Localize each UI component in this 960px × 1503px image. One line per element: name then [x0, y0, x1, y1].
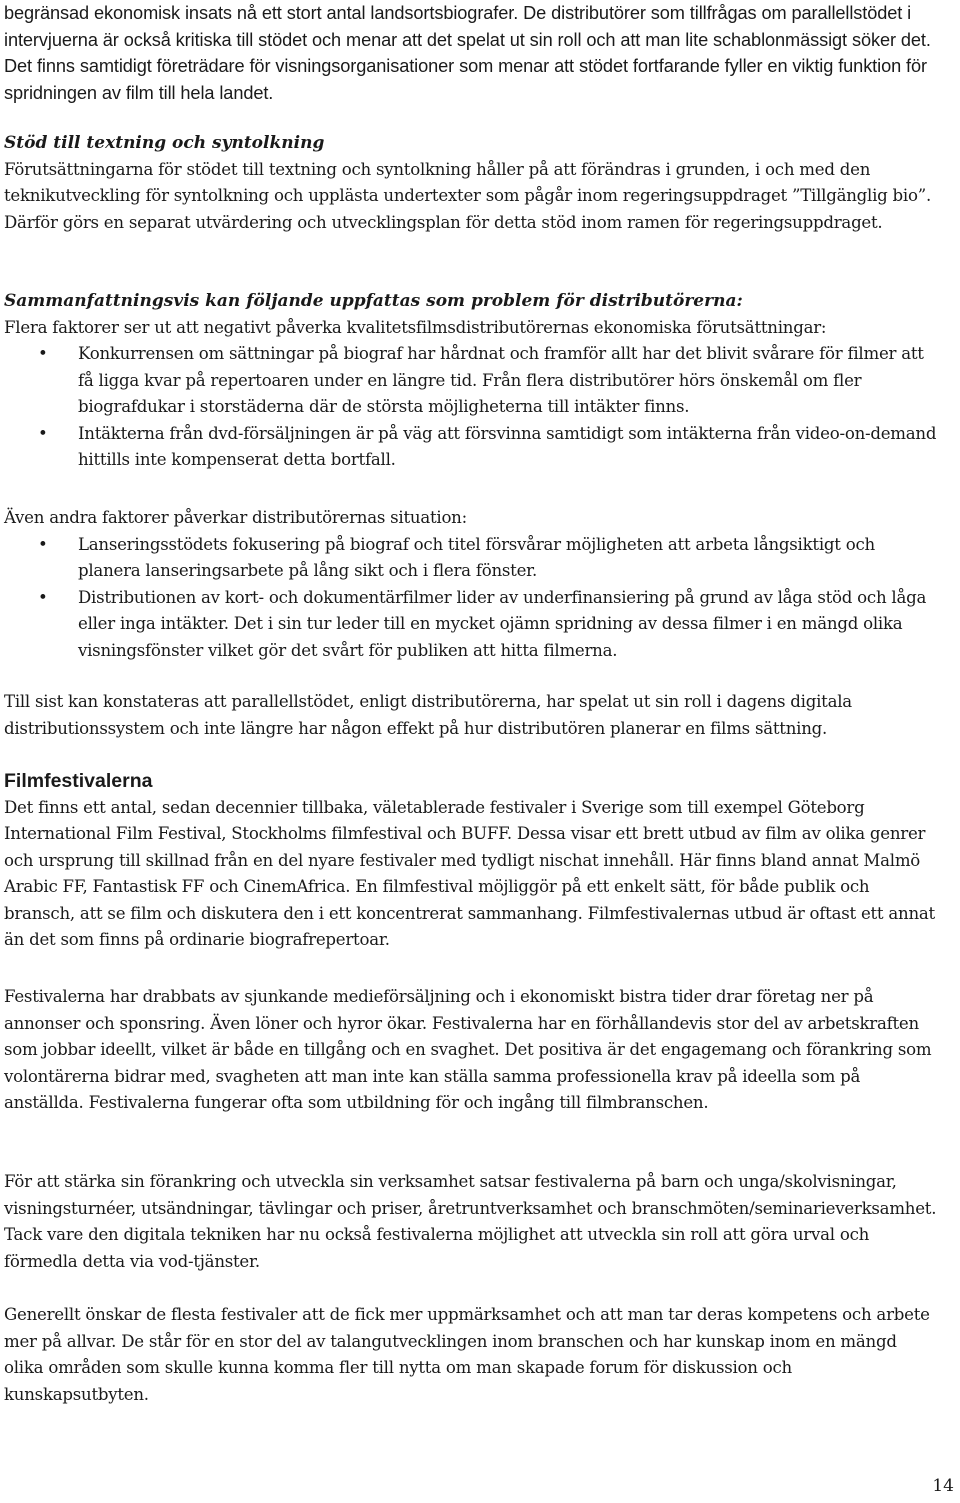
festival-paragraph-1: Det finns ett antal, sedan decennier tillbaka, väletablerade festivaler i Sverige som till exempel Göteborg International Film Festival, Stockholms filmfestival och BUFF. Dessa visar ett brett utbud av film av olika genrer och ursprung till skillnad från en del nyare festivaler med tydligt nischat innehåll. Här finns bland annat Malmö Arabic FF, Fantastisk FF och CinemAfrica. En filmfestival möjliggör på ett enkelt sätt, för både publik och bransch, att se film och diskutera den i ett koncentrerat sammanhang. Filmfestivalernas utbud är oftast ett annat än det som finns på ordinarie biografrepertoar. [4, 797, 935, 949]
list-item [4, 585, 938, 665]
bullet-icon: • [38, 344, 48, 363]
other-factors-intro: Även andra faktorer påverkar distributörernas situation: [4, 508, 467, 527]
festival-section [4, 768, 938, 954]
list-item [4, 341, 938, 421]
summary-section [4, 288, 938, 474]
summary-intro: Flera faktorer ser ut att negativt påverka kvalitetsfilmsdistributörernas ekonomiska förutsättningar: [4, 317, 827, 337]
textning-heading: Stöd till textning och syntolkning [4, 133, 325, 153]
closing-section [4, 689, 938, 742]
closing-paragraph: Till sist kan konstateras att parallellstödet, enligt distributörerna, har spelat ut sin roll i dagens digitala distributionssystem och inte längre har någon effekt på hur distributören planerar en films sättning. [4, 692, 852, 738]
summary-heading: Sammanfattningsvis kan följande uppfattas som problem för distributörerna: [4, 291, 743, 311]
intro-section [4, 0, 938, 106]
textning-paragraph: Förutsättningarna för stödet till textning och syntolkning håller på att förändras i grunden, i och med den teknikutveckling för syntolkning och upplästa undertexter som pågår inom regeringsuppdraget ”Tillgänglig bio”. Därför görs en separat utvärdering och utvecklingsplan för detta stöd inom ramen för regeringsuppdraget. [4, 159, 931, 232]
bullet-icon: • [38, 423, 48, 443]
festival-paragraph-2: Festivalerna har drabbats av sjunkande medieförsäljning och i ekonomiskt bistra tider drar företag ner på annonser och sponsring. Även löner och hyror ökar. Festivalerna har en förhållandevis stor del av arbetskraften som jobbar ideellt, vilket är både en tillgång och en svaghet. Det positiva är det engagemang och förankring som volontärerna bidrar med, svagheten att man inte kan ställa samma professionella krav på ideella som på anställda. Festivalerna fungerar ofta som utbildning för och ingång till filmbranschen. [4, 987, 932, 1112]
list-item-text: Distributionen av kort- och dokumentärfilmer lider av underfinansiering på grund av låga stöd och låga eller inga intäkter. Det i sin tur leder till en mycket ojämn spridning av dessa filmer i en mängd olika visningsfönster vilket gör det svårt för publiken att hitta filmerna. [78, 587, 927, 660]
festival-paragraph-4: Generellt önskar de flesta festivaler att de fick mer uppmärksamhet och att man tar deras kompetens och arbete mer på allvar. De står för en stor del av talangutvecklingen inom branschen och har kunskap inom en mängd olika områden som skulle kunna komma fler till nytta om man skapade forum för diskussion och kunskapsutbyten. [4, 1305, 930, 1404]
festival-paragraph-3: För att stärka sin förankring och utveckla sin verksamhet satsar festivalerna på barn och unga/skolvisningar, visningsturnéer, utsändningar, tävlingar och priser, åretruntverksamhet och branschmöten/seminarieverksamhet. Tack vare den digitala tekniken har nu också festivalerna möjlighet att utveckla sin roll att göra urval och förmedla detta via vod-tjänster. [4, 1172, 937, 1271]
list-item [4, 421, 938, 474]
summary-bullet-list [4, 341, 938, 474]
page-number: 14 [932, 1476, 954, 1496]
list-item [4, 532, 938, 585]
intro-paragraph: begränsad ekonomisk insats nå ett stort antal landsortsbiografer. De distributörer som tillfrågas om parallellstödet i intervjuerna är också kritiska till stödet och menar att det spelat ut sin roll och att man lite schablonmässigt söker det. Det finns samtidigt företrädare för visningsorganisationer som menar att stödet fortfarande fyller en viktig funktion för spridningen av film till hela landet. [4, 3, 931, 103]
bullet-icon: • [38, 587, 48, 607]
other-factors-section [4, 505, 938, 664]
other-factors-bullet-list [4, 532, 938, 665]
list-item-text: Konkurrensen om sättningar på biograf har hårdnat och framför allt har det blivit svårare för filmer att få ligga kvar på repertoaren under en längre tid. Från flera distributörer hörs önskemål om fler biografdukar i storstäderna där de största möjligheterna till intäkter finns. [78, 344, 924, 416]
festival-heading: Filmfestivalerna [4, 770, 153, 792]
festival-section-3 [4, 1169, 938, 1275]
list-item-text: Lanseringsstödets fokusering på biograf och titel försvårar möjligheten att arbeta långsiktigt och planera lanseringsarbete på lång sikt och i flera fönster. [78, 534, 875, 580]
textning-section [4, 130, 938, 236]
list-item-text: Intäkterna från dvd-försäljningen är på väg att försvinna samtidigt som intäkterna från video-on-demand hittills inte kompenserat detta bortfall. [78, 423, 937, 469]
festival-section-4 [4, 1302, 938, 1408]
festival-section-2 [4, 984, 938, 1117]
bullet-icon: • [38, 534, 48, 554]
